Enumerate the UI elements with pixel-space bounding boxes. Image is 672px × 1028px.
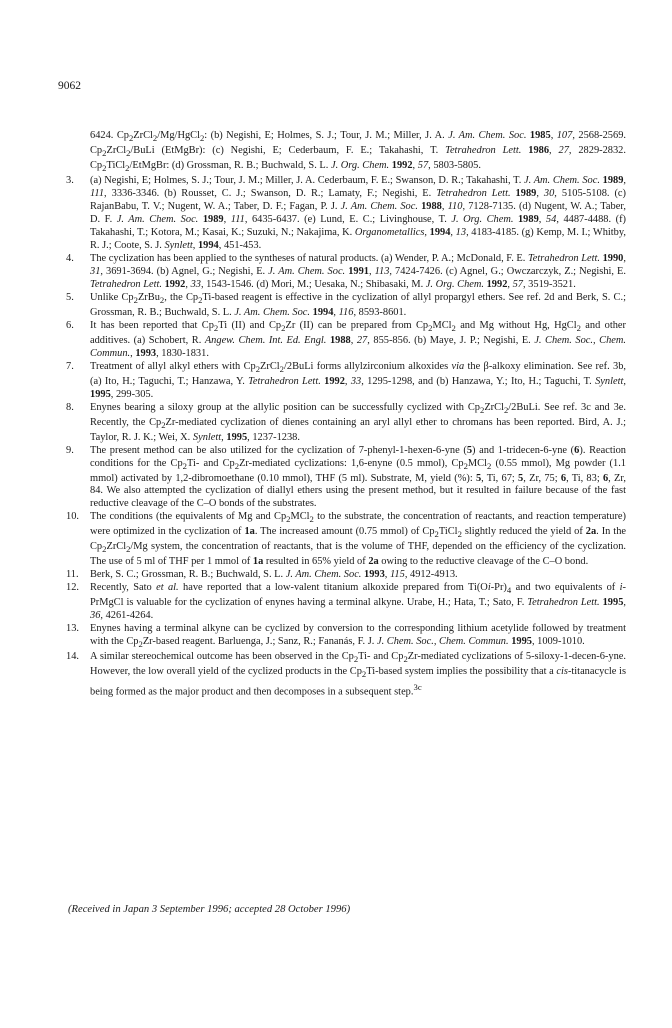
reference-text: Recently, Sato et al. have reported that a low-valent titanium alkoxide prepared from $Ti(Oi-Pr)_4$ and two equivalents of i-PrMgCl is valuable for the cyclization of enynes having a terminal alkyne. Urabe, H.; Hata, T.; Sato, F. Tetrahedron Lett. 1995, 36, 4261-4264. [90, 582, 627, 622]
reference-number: 6. [66, 319, 74, 331]
reference-text: 6424. $Cp_2ZrCl_2/Mg/HgCl_2$: (b) Negishi, E; Holmes, S. J.; Tour, J. M.; Miller, J. A. J. Am. Chem. Soc. 1985, 107, 2568-2569. $Cp_2ZrCl_2$/BuLi (EtMgBr): (c) Negishi, E; Cederbaum, F. E.; Takahashi, T. Tetrahedron Lett. 1986, 27, 2829-2832. $Cp_2TiCl_2$/EtMgBr: (d) Grossman, R. B.; Buchwald, S. L. J. Org. Chem. 1992, 57, 5803-5805. [90, 130, 626, 174]
reference-item [66, 582, 626, 623]
reference-number: 13. [66, 623, 79, 635]
reference-text: A similar stereochemical outcome has been observed in the $Cp_2Ti-$ and $Cp_2Zr$-mediated cyclizations of 5-siloxy-1-decen-6-yne. However, the low overall yield of the cyclized products in the $Cp_2Ti$-based system implies the possibility that a cis-titanacycle is being formed as the major product and then decomposes in a subsequent step.$^{3c}$ [90, 651, 626, 698]
reference-list [66, 130, 626, 700]
reference-item [66, 651, 626, 699]
reference-number: 7. [66, 360, 74, 372]
reference-number: 12. [66, 582, 79, 594]
reference-number: 14. [66, 651, 79, 663]
reference-text: Treatment of allyl alkyl ethers with $Cp_2ZrCl_2/2BuLi$ forms allylzirconium alkoxides via the β-alkoxy elimination. See ref. 3b, (a) Ito, H.; Taguchi, T.; Hanzawa, Y. Tetrahedron Lett. 1992, 33, 1295-1298, and (b) Hanzawa, Y.; Ito, H.; Taguchi, T. Synlett, 1995, 299-305. [90, 360, 626, 400]
reference-number: 9. [66, 444, 74, 456]
reference-text: It has been reported that $Cp_2Ti$ (II) and $Cp_2Zr$ (II) can be prepared from $Cp_2MCl_2$ and Mg without Hg, HgCl$_2$ and other additives. (a) Schobert, R. Angew. Chem. Int. Ed. Engl. 1988, 27, 855-856. (b) Maye, J. P.; Negishi, E. J. Chem. Soc., Chem. Commun., 1993, 1830-1831. [90, 319, 626, 359]
reference-item [66, 292, 626, 320]
reference-number: 10. [66, 511, 79, 523]
reference-number [66, 130, 90, 175]
reference-item [66, 511, 626, 569]
reference-number: 8. [66, 401, 74, 413]
received-accepted-note: (Received in Japan 3 September 1996; accepted 28 October 1996) [68, 904, 351, 915]
reference-text: The cyclization has been applied to the syntheses of natural products. (a) Wender, P. A.; McDonald, F. E. Tetrahedron Lett. 1990, 31, 3691-3694. (b) Agnel, G.; Negishi, E. J. Am. Chem. Soc. 1991, 113, 7424-7426. (c) Agnel, G.; Owczarczyk, Z.; Negishi, E. Tetrahedron Lett. 1992, 33, 1543-1546. (d) Mori, M.; Uesaka, N.; Shibasaki, M. J. Org. Chem. 1992, 57, 3519-3521. [90, 252, 626, 290]
reference-item [66, 402, 626, 445]
reference-text: Enynes having a terminal alkyne can be cyclized by conversion to the corresponding lithium acetylide followed by treatment with the $Cp_2Zr$-based reagent. Barluenga, J.; Sanz, R.; Fananás, F. J. J. Chem. Soc., Chem. Commun. 1995, 1009-1010. [90, 623, 626, 650]
reference-text: The conditions (the equivalents of Mg and $Cp_2MCl_2$ to the substrate, the concentration of reactants, and reaction temperature) were optimized in the cyclization of 1a. The increased amount (0.75 mmol) of $Cp_2TiCl_2$ slightly reduced the yield of 2a. In the $Cp_2ZrCl_2/Mg$ system, the concentration of reactants, that is the volume of THF, depended on the efficiency of the cyclization. The use of 5 ml of THF per 1 mmol of 1a resulted in 65% yield of 2a owing to the reductive cleavage of the C–O bond. [90, 511, 626, 568]
reference-number: 4. [66, 252, 74, 264]
reference-number: 11. [66, 569, 79, 581]
reference-text: Berk, S. C.; Grossman, R. B.; Buchwald, S. L. J. Am. Chem. Soc. 1993, 115, 4912-4913. [90, 569, 458, 581]
reference-number: 5. [66, 291, 74, 303]
reference-text: Enynes bearing a siloxy group at the allylic position can be successfully cyclized with $Cp_2ZrCl_2/2BuLi$. See ref. 3c and 3e. Recently, the $Cp_2Zr$-mediated cyclization of dienes containing an aryl allyl ether to chromans has been reported. Bird, A. J.; Taylor, R. J. K.; Wei, X. Synlett, 1995, 1237-1238. [90, 401, 626, 443]
reference-text: The present method can be also utilized for the cyclization of 7-phenyl-1-hexen-6-yne (5) and 1-tridecen-6-yne (6). Reaction conditions for the $Cp_2Ti-$ and $Cp_2Zr$-mediated cyclizations: 1,6-enyne (0.5 mmol), $Cp_2MCl_2$ (0.55 mmol), Mg powder (1.1 mmol) activated by 1,2-dibromoethane (0.10 mmol), THF (5 ml). Substrate, M, yield (%): 5, Ti, 67; 5, Zr, 75; 6, Ti, 83; 6, Zr, 84. We also attempted the cyclization of diallyl ethers using the present method, but it resulted in failure because of the fast reductive cleavage of the C–O bonds of the substrates. [90, 444, 627, 510]
reference-item [66, 361, 626, 402]
reference-item [66, 623, 626, 651]
reference-text: (a) Negishi, E; Holmes, S. J.; Tour, J. M.; Miller, J. A. Cederbaum, F. E.; Swanson, D. R.; Takahashi, T. J. Am. Chem. Soc. 1989, 111, 3336-3346. (b) Rousset, C. J.; Swanson, D. R.; Lamaty, F.; Negishi, E. Tetrahedron Lett. 1989, 30, 5105-5108. (c) RajanBabu, T. V.; Nugent, W. A.; Taber, D. F.; Fagan, P. J. J. Am. Chem. Soc. 1988, 110, 7128-7135. (d) Nugent, W. A.; Taber, D. F. J. Am. Chem. Soc. 1989, 111, 6435-6437. (e) Lund, E. C.; Livinghouse, T. J. Org. Chem. 1989, 54, 4487-4488. (f) Takahashi, T.; Kotora, M.; Kasai, K.; Suzuki, N.; Nakajima, K. Organometallics, 1994, 13, 4183-4185. (g) Kemp, M. I.; Whitby, R. J.; Coote, S. J. Synlett, 1994, 451-453. [90, 175, 627, 251]
reference-number: 3. [66, 175, 74, 187]
reference-item [66, 130, 626, 175]
reference-item [66, 569, 626, 582]
reference-item [66, 445, 626, 512]
reference-item [66, 320, 626, 361]
reference-item [66, 253, 626, 292]
reference-text: Unlike $Cp_2ZrBu_2$, the $Cp_2Ti$-based reagent is effective in the cyclization of allyl propargyl ethers. See ref. 2d and Berk, S. C.; Grossman, R. B.; Buchwald, S. L. J. Am. Chem. Soc. 1994, 116, 8593-8601. [90, 291, 626, 318]
page-number: 9062 [58, 80, 81, 92]
reference-item [66, 175, 626, 253]
